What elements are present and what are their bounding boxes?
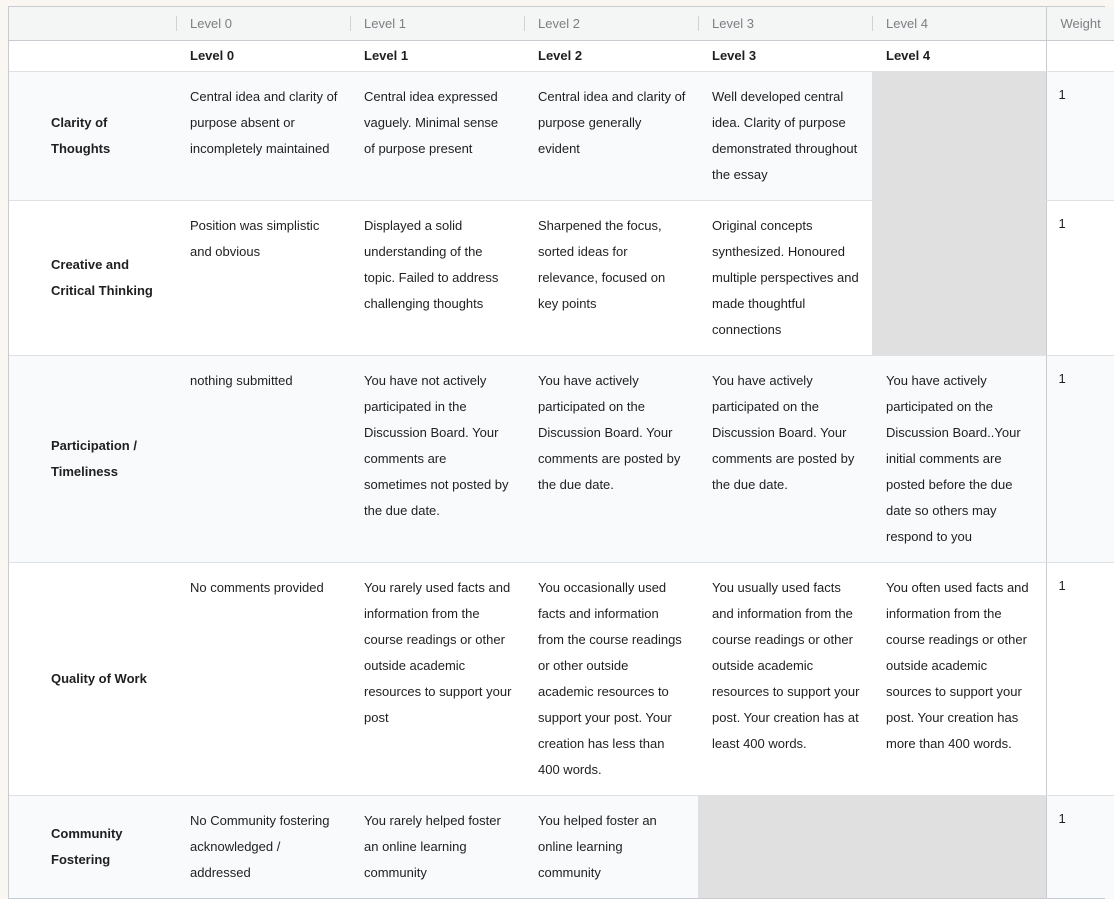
column-header-level-0[interactable]: Level 0	[176, 7, 350, 40]
column-header-weight[interactable]: Weight	[1046, 7, 1114, 40]
cell-weight[interactable]: 1	[1046, 562, 1114, 795]
cell-level-3[interactable]: Well developed central idea. Clarity of purpose demonstrated throughout the essay	[698, 71, 872, 200]
column-header-level-3[interactable]: Level 3	[698, 7, 872, 40]
cell-level-3[interactable]: You have actively participated on the Discussion Board. Your comments are posted by the due date.	[698, 355, 872, 562]
table-row	[9, 562, 1114, 795]
criteria-label: Community Fostering	[9, 795, 176, 898]
table-row	[9, 71, 1114, 200]
level-label-level-2: Level 2	[524, 40, 698, 71]
cell-level-2[interactable]: Central idea and clarity of purpose generally evident	[524, 71, 698, 200]
cell-level-1[interactable]: Central idea expressed vaguely. Minimal sense of purpose present	[350, 71, 524, 200]
table-body	[9, 40, 1114, 898]
cell-level-0[interactable]: No comments provided	[176, 562, 350, 795]
level-label-level-4: Level 4	[872, 40, 1046, 71]
cell-level-1[interactable]: You rarely used facts and information from the course readings or other outside academic resources to support your post	[350, 562, 524, 795]
cell-level-3[interactable]: Original concepts synthesized. Honoured multiple perspectives and made thoughtful connections	[698, 200, 872, 355]
cell-level-0[interactable]: Position was simplistic and obvious	[176, 200, 350, 355]
level-label-level-0: Level 0	[176, 40, 350, 71]
cell-level-0[interactable]: nothing submitted	[176, 355, 350, 562]
cell-weight[interactable]: 1	[1046, 355, 1114, 562]
table-row	[9, 200, 1114, 355]
cell-level-2[interactable]: You helped foster an online learning community	[524, 795, 698, 898]
cell-level-2[interactable]: You have actively participated on the Discussion Board. Your comments are posted by the due date.	[524, 355, 698, 562]
rubric-table-container	[8, 6, 1105, 899]
column-header-level-1[interactable]: Level 1	[350, 7, 524, 40]
cell-weight[interactable]: 1	[1046, 795, 1114, 898]
level-label-criteria	[9, 40, 176, 71]
cell-level-1[interactable]: You have not actively participated in the Discussion Board. Your comments are sometimes not posted by the due date.	[350, 355, 524, 562]
column-header-criteria	[9, 7, 176, 40]
level-label-row	[9, 40, 1114, 71]
criteria-label: Quality of Work	[9, 562, 176, 795]
column-header-level-4[interactable]: Level 4	[872, 7, 1046, 40]
criteria-label: Participation / Timeliness	[9, 355, 176, 562]
cell-level-2[interactable]: You occasionally used facts and information from the course readings or other outside academic resources to support your post. Your creation has less than 400 words.	[524, 562, 698, 795]
cell-weight[interactable]: 1	[1046, 71, 1114, 200]
level-label-level-3: Level 3	[698, 40, 872, 71]
cell-level-3-4-empty	[698, 795, 1046, 898]
cell-level-4[interactable]: You often used facts and information from the course readings or other outside academic sources to support your post. Your creation has more than 400 words.	[872, 562, 1046, 795]
cell-level-4[interactable]: You have actively participated on the Discussion Board..Your initial comments are posted before the due date so others may respond to you	[872, 355, 1046, 562]
cell-weight[interactable]: 1	[1046, 200, 1114, 355]
cell-level-2[interactable]: Sharpened the focus, sorted ideas for relevance, focused on key points	[524, 200, 698, 355]
table-row	[9, 795, 1114, 898]
level-label-weight	[1046, 40, 1114, 71]
criteria-label: Clarity of Thoughts	[9, 71, 176, 200]
cell-level-3[interactable]: You usually used facts and information from the course readings or other outside academic resources to support your post. Your creation has at least 400 words.	[698, 562, 872, 795]
cell-level-4-empty	[872, 200, 1046, 355]
cell-level-1[interactable]: Displayed a solid understanding of the topic. Failed to address challenging thoughts	[350, 200, 524, 355]
header-row	[9, 7, 1114, 40]
criteria-label: Creative and Critical Thinking	[9, 200, 176, 355]
level-label-level-1: Level 1	[350, 40, 524, 71]
cell-level-0[interactable]: Central idea and clarity of purpose absent or incompletely maintained	[176, 71, 350, 200]
rubric-table	[9, 7, 1114, 898]
cell-level-1[interactable]: You rarely helped foster an online learning community	[350, 795, 524, 898]
cell-level-4-empty	[872, 71, 1046, 200]
cell-level-0[interactable]: No Community fostering acknowledged / addressed	[176, 795, 350, 898]
table-row	[9, 355, 1114, 562]
table-header	[9, 7, 1114, 40]
column-header-level-2[interactable]: Level 2	[524, 7, 698, 40]
